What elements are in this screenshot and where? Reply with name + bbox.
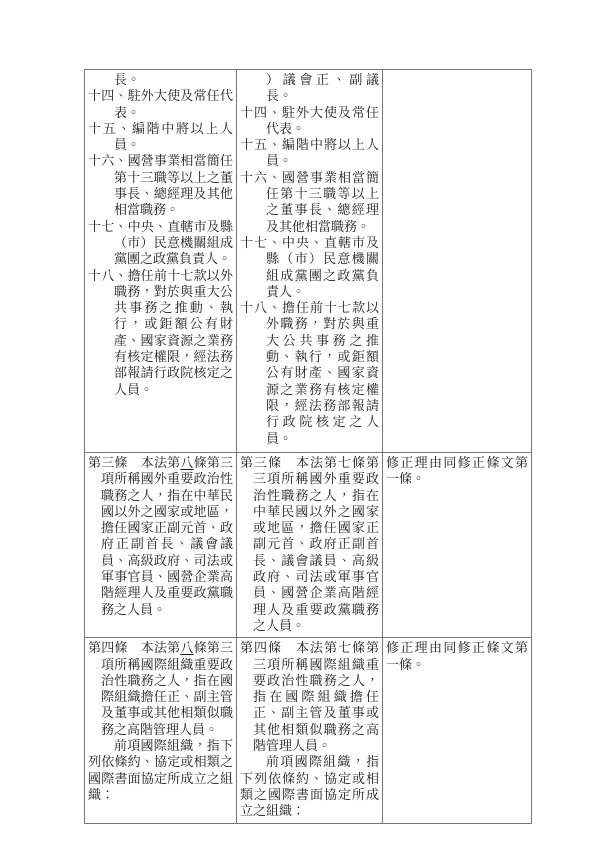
explanation-cell bbox=[383, 638, 532, 823]
text-segment: 修正理由同修正條文第一條。 bbox=[386, 641, 528, 673]
article-4-current bbox=[240, 641, 379, 755]
amended-article-cell bbox=[85, 638, 237, 823]
law-comparison-table bbox=[84, 69, 532, 824]
underlined-amendment-text: 八 bbox=[180, 456, 194, 471]
text-segment: 前項國際組織，指下列依條約、協定或相類之國際書面協定所成立之組織： bbox=[88, 739, 233, 803]
text-segment: 條第三項所稱國外重要政治性職務之人，指在中華民國以外之國家或地區，擔任國家正副元首、政府正副首長、議會議員、高級政府、司法或軍事官員、國營企業高階經理人及重要政黨職務之人員。 bbox=[101, 456, 233, 618]
text-segment: 十五、編階中將以上人員。 bbox=[240, 138, 379, 170]
list-item-15 bbox=[88, 122, 233, 155]
text-segment: 十六、國營事業相當簡任第十三職等以上之董事長、總經理及其他相當職務。 bbox=[88, 154, 233, 219]
carryover-line bbox=[240, 73, 379, 106]
text-segment: 十八、擔任前十七款以外職務，對於與重大公共事務之推動、執行，或鉅額公有財產、國家資源之業務有核定權限，經法務部報請行政院核定之人員。 bbox=[240, 301, 379, 447]
current-article-cell bbox=[237, 70, 383, 453]
table-row bbox=[85, 638, 532, 823]
text-segment: 十八、擔任前十七款以外職務，對於與重大公共事務之推動、執行，或鉅額公有財產、國家資源之業務有核定權限，經法務部報請行政院核定之人員。 bbox=[88, 268, 233, 398]
text-segment: 條第三項所稱國際組織重要政治性職務之人，指在國際組織擔任正、副主管及董事或其他相類似職務之高階管理人員。 bbox=[101, 641, 233, 738]
table-row bbox=[85, 453, 532, 638]
article-4-amended bbox=[88, 641, 233, 739]
current-article-cell bbox=[237, 638, 383, 823]
text-segment: 十五、編階中將以上人員。 bbox=[88, 121, 233, 154]
current-article-cell bbox=[237, 453, 383, 638]
carryover-line bbox=[88, 73, 233, 89]
text-segment: 十六、國營事業相當簡任第十三職等以上之董事長、總經理及其他相當職務。 bbox=[240, 170, 379, 235]
list-item-14 bbox=[88, 89, 233, 122]
list-item-18 bbox=[240, 301, 379, 448]
text-segment: 十七、中央、直轄市及縣（市）民意機關組成黨團之政黨負責人。 bbox=[88, 219, 233, 268]
text-segment: 十四、駐外大使及常任代表。 bbox=[88, 89, 233, 121]
text-segment: 十四、駐外大使及常任代表。 bbox=[240, 105, 379, 137]
amended-article-cell bbox=[85, 70, 237, 453]
article-4-amended-paragraph-2 bbox=[88, 739, 233, 804]
list-item-18 bbox=[88, 269, 233, 399]
text-segment: 第四條 本法第 bbox=[88, 641, 181, 657]
amended-article-cell bbox=[85, 453, 237, 638]
text-segment: 長。 bbox=[114, 73, 141, 88]
explanation-text bbox=[386, 641, 528, 674]
explanation-cell bbox=[383, 453, 532, 638]
explanation-text bbox=[386, 456, 528, 489]
list-item-16 bbox=[88, 154, 233, 219]
text-segment: 第三條 本法第 bbox=[88, 456, 181, 471]
article-4-current-paragraph-2 bbox=[240, 755, 379, 820]
list-item-14 bbox=[240, 106, 379, 139]
explanation-cell bbox=[383, 70, 532, 453]
text-segment: 第四條 本法第七條第三項所稱國際組織重要政治性職務之人，指在國際組織擔任正、副主管及董事或其他相類似職務之高階管理人員。 bbox=[240, 641, 379, 755]
list-item-16 bbox=[240, 171, 379, 236]
list-item-17 bbox=[240, 236, 379, 301]
comparison-table-body bbox=[85, 70, 532, 824]
table-row bbox=[85, 70, 532, 453]
text-segment: 修正理由同修正條文第一條。 bbox=[386, 456, 528, 488]
list-item-15 bbox=[240, 138, 379, 171]
underlined-amendment-text: 八 bbox=[180, 641, 194, 657]
text-segment: ）議會正、副議長。 bbox=[266, 73, 379, 105]
list-item-17 bbox=[88, 220, 233, 269]
text-segment: 十七、中央、直轄市及縣（市）民意機關組成黨團之政黨負責人。 bbox=[240, 235, 379, 300]
article-3-amended bbox=[88, 456, 233, 619]
text-segment: 第三條 本法第七條第三項所稱國外重要政治性職務之人，指在中華民國以外之國家或地區，擔任國家正副元首、政府正副首長、議會議員、高級政府、司法或軍事官員、國營企業高階經理人及重要政黨職務之人員。 bbox=[240, 456, 379, 634]
text-segment: 前項國際組織，指下列依條約、協定或相類之國際書面協定所成立之組織： bbox=[240, 755, 379, 820]
article-3-current bbox=[240, 456, 379, 635]
